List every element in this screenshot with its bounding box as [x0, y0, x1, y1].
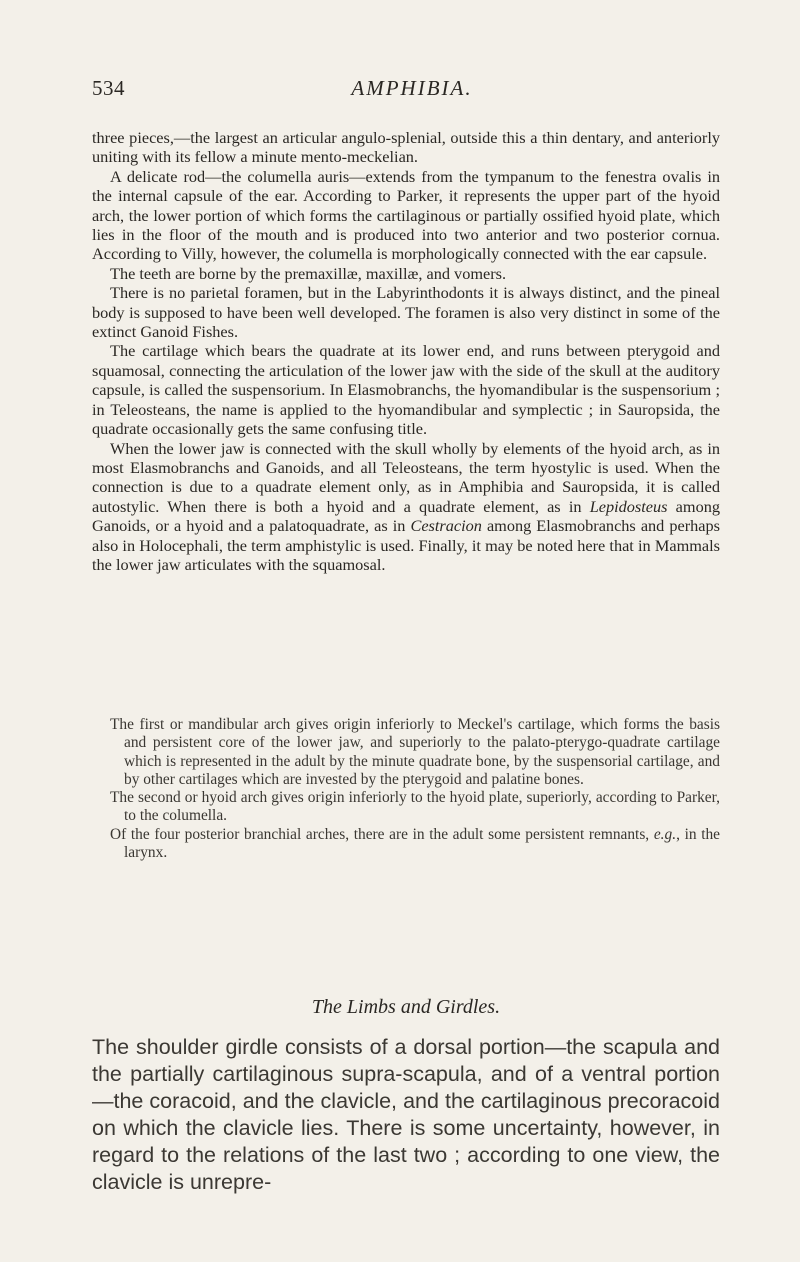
- running-head: AMPHIBIA.: [351, 76, 473, 100]
- note-hyoid-arch: The second or hyoid arch gives origin inferiorly to the hyoid plate, superiorly, according to Parker, to the columella.: [110, 789, 720, 825]
- paragraph-teeth: The teeth are borne by the premaxillæ, maxillæ, and vomers.: [110, 263, 507, 283]
- paragraph-parietal-foramen: There is no parietal foramen, but in the Labyrinthodonts it is always distinct, and the pineal body is supposed to have been well developed. The foramen is also very distinct in some of the extinct Ganoid Fishes.: [92, 283, 720, 342]
- arch-notes: [110, 716, 720, 862]
- italic-eg: e.g.: [653, 825, 677, 843]
- text-run: among Elasmobranchs and perhaps also in Holocephali, the term amphistylic is used. Finally, it may be noted here that in Mammals the lower jaw articulates with the squamosal.: [92, 516, 720, 574]
- text-run: Of the four posterior branchial arches, there are in the adult some persistent remnants,: [110, 825, 654, 843]
- paragraph-columella: A delicate rod—the columella auris—extends from the tympanum to the fenestra ovalis in the internal capsule of the ear. According to Parker, it represents the upper part of the hyoid arch, the lower portion of which forms the cartilaginous or partially ossified hyoid plate, which lies in the floor of the mouth and is produced into two anterior and two posterior cornua. According to Villy, however, the columella is morphologically connected with the ear capsule.: [92, 166, 720, 264]
- paragraph-suspensorium: The cartilage which bears the quadrate at its lower end, and runs between pterygoid and squamosal, connecting the articulation of the lower jaw with the side of the skull at the auditory capsule, is called the suspensorium. In Elasmobranchs, the hyomandibular is the suspensorium ; in Teleosteans, the name is applied to the hyomandibular and symplectic ; in Sauropsida, the quadrate occasionally gets the same confusing title.: [92, 341, 720, 439]
- paragraph-shoulder-girdle: The shoulder girdle consists of a dorsal portion—the scapula and the partially cartilaginous supra-scapula, and of a ventral portion—the coracoid, and the clavicle, and the cartilaginous precoracoid on which the clavicle lies. There is some uncertainty, however, in regard to the relations of the last two ; according to one view, the clavicle is unrepre-: [92, 1035, 720, 1194]
- text-run: When the lower jaw is connected with the skull wholly by elements of the hyoid arch, as in most Elasmobranchs and Ganoids, and all Teleosteans, the term hyostylic is used. When the connection is due to a quadrate element only, as in Amphibia and Sauropsida, it is called autostylic. When there is both a hyoid and a quadrate element, as in: [92, 438, 720, 516]
- note-branchial-arches: [110, 826, 720, 863]
- page-number: 534: [92, 76, 125, 100]
- italic-genus-cestracion: Cestracion: [410, 516, 482, 536]
- italic-genus-lepidosteus: Lepidosteus: [589, 496, 668, 516]
- paragraph-jaw-pieces: three pieces,—the largest an articular angulo-splenial, outside this a thin dentary, and anteriorly uniting with its fellow a minute mento-meckelian.: [92, 128, 720, 167]
- text-run: among Ganoids, or a hyoid and a palatoquadrate, as in: [92, 496, 720, 536]
- main-text: [92, 128, 720, 574]
- section-heading: The Limbs and Girdles.: [311, 996, 501, 1018]
- shoulder-girdle-text: [92, 1034, 720, 1196]
- text-run: , in the larynx.: [124, 825, 720, 862]
- page-header: [92, 76, 712, 104]
- paragraph-jaw-suspension: [92, 439, 720, 575]
- note-mandibular-arch: The first or mandibular arch gives origin inferiorly to Meckel's cartilage, which forms the basis and persistent core of the lower jaw, and superiorly to the palato-pterygo-quadrate cartilage which is represented in the adult by the minute quadrate bone, by the suspensorial cartilage, and by other cartilages which are invested by the pterygoid and palatine bones.: [110, 716, 720, 788]
